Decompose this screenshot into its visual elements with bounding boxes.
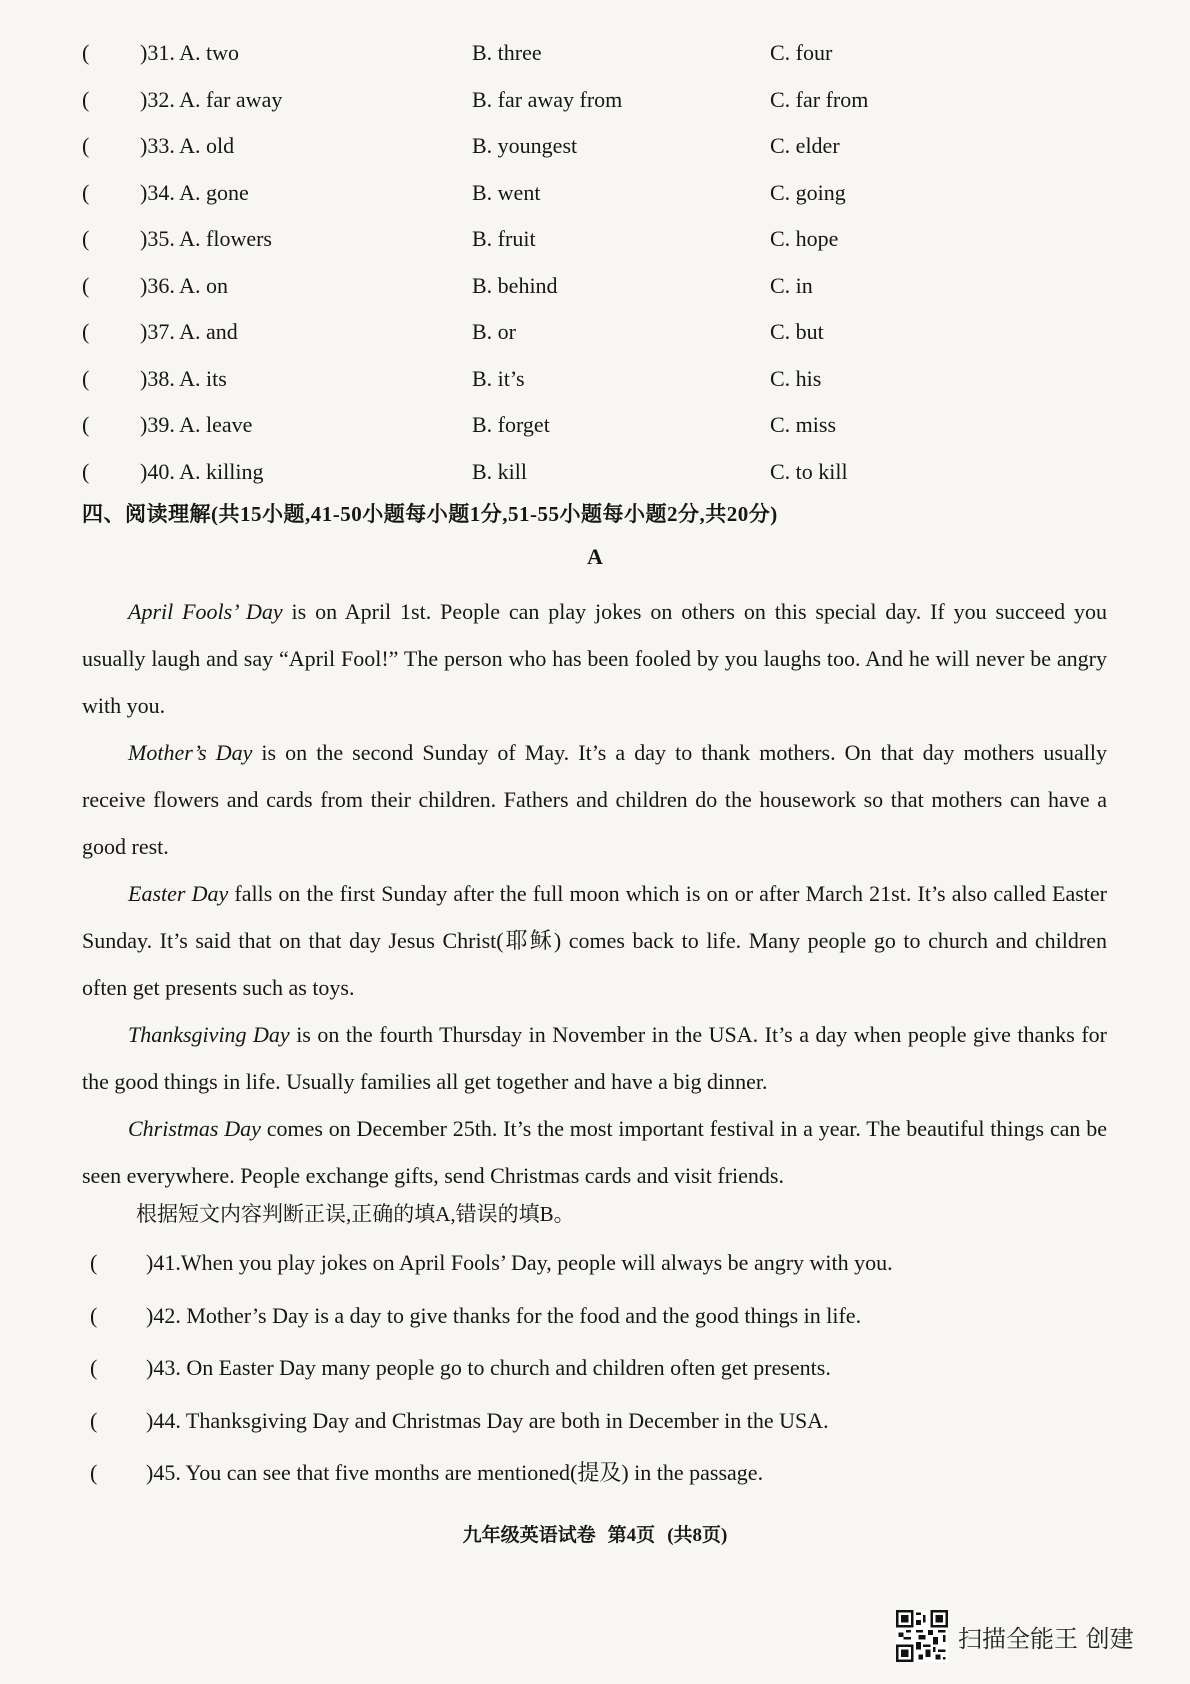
option-a: )34. A. gone bbox=[140, 179, 249, 205]
qr-code-icon bbox=[896, 1610, 948, 1662]
option-b: B. forget bbox=[472, 412, 550, 437]
holiday-name: Thanksgiving Day bbox=[128, 1022, 290, 1047]
exam-name: 九年级英语试卷 bbox=[462, 1525, 596, 1546]
holiday-name: Easter Day bbox=[128, 881, 229, 906]
option-c: C. but bbox=[770, 319, 824, 344]
answer-blank: ( bbox=[82, 412, 90, 437]
option-b: B. behind bbox=[472, 272, 558, 298]
mc-row-40 bbox=[82, 449, 1112, 496]
option-a: )37. A. and bbox=[140, 319, 238, 344]
paragraph-text: comes on December 25th. It’s the most important festival in a year. The beautiful things can be seen everywhere. People exchange gifts, send Christmas cards and visit friends. bbox=[82, 1116, 1107, 1188]
mc-row-31 bbox=[82, 30, 1112, 77]
answer-blank: ( bbox=[90, 1460, 98, 1485]
paragraph-mothers-day bbox=[82, 729, 1107, 870]
question-text: )41.When you play jokes on April Fools’ Day, people will always be angry with you. bbox=[146, 1250, 893, 1275]
option-c: C. four bbox=[770, 40, 833, 65]
holiday-name: Christmas Day bbox=[128, 1116, 261, 1141]
question-text: )44. Thanksgiving Day and Christmas Day are both in December in the USA. bbox=[146, 1407, 829, 1433]
scanner-watermark bbox=[896, 1610, 1134, 1662]
mc-row-37 bbox=[82, 309, 1112, 356]
option-b: B. went bbox=[472, 179, 541, 205]
tf-row-44 bbox=[90, 1396, 1110, 1449]
option-c: C. elder bbox=[770, 133, 840, 158]
paragraph-thanksgiving bbox=[82, 1011, 1107, 1105]
holiday-name: April Fools’ Day bbox=[128, 599, 283, 624]
option-b: B. youngest bbox=[472, 133, 578, 158]
question-text: )43. On Easter Day many people go to church and children often get presents. bbox=[146, 1355, 831, 1380]
answer-blank: ( bbox=[82, 179, 90, 205]
passage-label: A bbox=[587, 544, 603, 569]
section-title: 四、阅读理解(共15小题,41-50小题每小题1分,51-55小题每小题2分,共20分) bbox=[82, 502, 778, 526]
paragraph-text: is on the fourth Thursday in November in the USA. It’s a day when people give thanks for the good things in life. Usually families all get together and have a big dinner. bbox=[82, 1022, 1107, 1094]
answer-blank: ( bbox=[82, 40, 90, 65]
option-a: )39. A. leave bbox=[140, 412, 253, 437]
page-footer bbox=[0, 1520, 1190, 1547]
page-total: (共8页) bbox=[667, 1525, 728, 1546]
mc-row-32 bbox=[82, 77, 1112, 124]
paragraph-easter-day bbox=[82, 870, 1107, 1011]
option-c: C. his bbox=[770, 365, 822, 391]
option-a: )40. A. killing bbox=[140, 458, 264, 484]
answer-blank: ( bbox=[90, 1355, 98, 1380]
holiday-name: Mother’s Day bbox=[128, 740, 253, 765]
mc-row-35 bbox=[82, 216, 1112, 263]
option-a: )33. A. old bbox=[140, 133, 235, 158]
option-b: B. three bbox=[472, 40, 542, 65]
option-c: C. in bbox=[770, 272, 813, 298]
option-a: )36. A. on bbox=[140, 272, 228, 298]
tf-row-41 bbox=[90, 1238, 1110, 1291]
option-a: )35. A. flowers bbox=[140, 226, 272, 251]
option-c: C. to kill bbox=[770, 458, 848, 484]
option-b: B. it’s bbox=[472, 365, 525, 391]
answer-blank: ( bbox=[90, 1250, 98, 1275]
answer-blank: ( bbox=[82, 133, 90, 158]
question-text: )42. Mother’s Day is a day to give thanks for the food and the good things in life. bbox=[146, 1302, 862, 1328]
answer-blank: ( bbox=[82, 272, 90, 298]
mc-row-38 bbox=[82, 356, 1112, 403]
scanner-label: 扫描全能王 创建 bbox=[958, 1624, 1134, 1653]
true-false-section bbox=[90, 1238, 1110, 1501]
option-b: B. kill bbox=[472, 458, 528, 484]
mc-row-39 bbox=[82, 402, 1112, 449]
mc-row-34 bbox=[82, 170, 1112, 217]
page-number: 第4页 bbox=[607, 1525, 656, 1546]
option-a: )38. A. its bbox=[140, 365, 227, 391]
answer-blank: ( bbox=[90, 1407, 98, 1433]
mc-row-36 bbox=[82, 263, 1112, 310]
paragraph-april-fools bbox=[82, 588, 1107, 729]
paragraph-text: is on the second Sunday of May. It’s a day to thank mothers. On that day mothers usually receive flowers and cards from their children. Fathers and children do the housework so that mothers can have a good rest. bbox=[82, 740, 1107, 859]
tf-row-42 bbox=[90, 1291, 1110, 1344]
reading-passage bbox=[82, 588, 1107, 1199]
answer-blank: ( bbox=[82, 319, 90, 344]
option-a: )31. A. two bbox=[140, 40, 239, 65]
option-b: B. far away from bbox=[472, 86, 623, 112]
paragraph-christmas bbox=[82, 1105, 1107, 1199]
answer-blank: ( bbox=[82, 365, 90, 391]
option-b: B. fruit bbox=[472, 226, 536, 251]
answer-blank: ( bbox=[82, 458, 90, 484]
answer-blank: ( bbox=[82, 226, 90, 251]
option-c: C. miss bbox=[770, 412, 837, 437]
question-text: )45. You can see that five months are mentioned(提及) in the passage. bbox=[146, 1460, 764, 1485]
option-b: B. or bbox=[472, 319, 516, 344]
answer-blank: ( bbox=[82, 86, 90, 112]
option-c: C. far from bbox=[770, 86, 869, 112]
answer-blank: ( bbox=[90, 1302, 98, 1328]
instruction-text: 根据短文内容判断正误,正确的填A,错误的填B。 bbox=[136, 1202, 575, 1226]
option-a: )32. A. far away bbox=[140, 86, 283, 112]
option-c: C. hope bbox=[770, 226, 839, 251]
multiple-choice-section bbox=[82, 30, 1112, 495]
mc-row-33 bbox=[82, 123, 1112, 170]
tf-row-43 bbox=[90, 1343, 1110, 1396]
option-c: C. going bbox=[770, 179, 846, 205]
paragraph-text: is on April 1st. People can play jokes on others on this special day. If you succeed you usually laugh and say “April Fool!” The person who has been fooled by you laughs too. And he will never be angry with you. bbox=[82, 599, 1107, 718]
tf-row-45 bbox=[90, 1448, 1110, 1501]
paragraph-text: falls on the first Sunday after the full moon which is on or after March 21st. It’s also called Easter Sunday. It’s said that on that day Jesus Christ(耶稣) comes back to life. Many people go to church and children often get presents such as toys. bbox=[82, 881, 1107, 1000]
